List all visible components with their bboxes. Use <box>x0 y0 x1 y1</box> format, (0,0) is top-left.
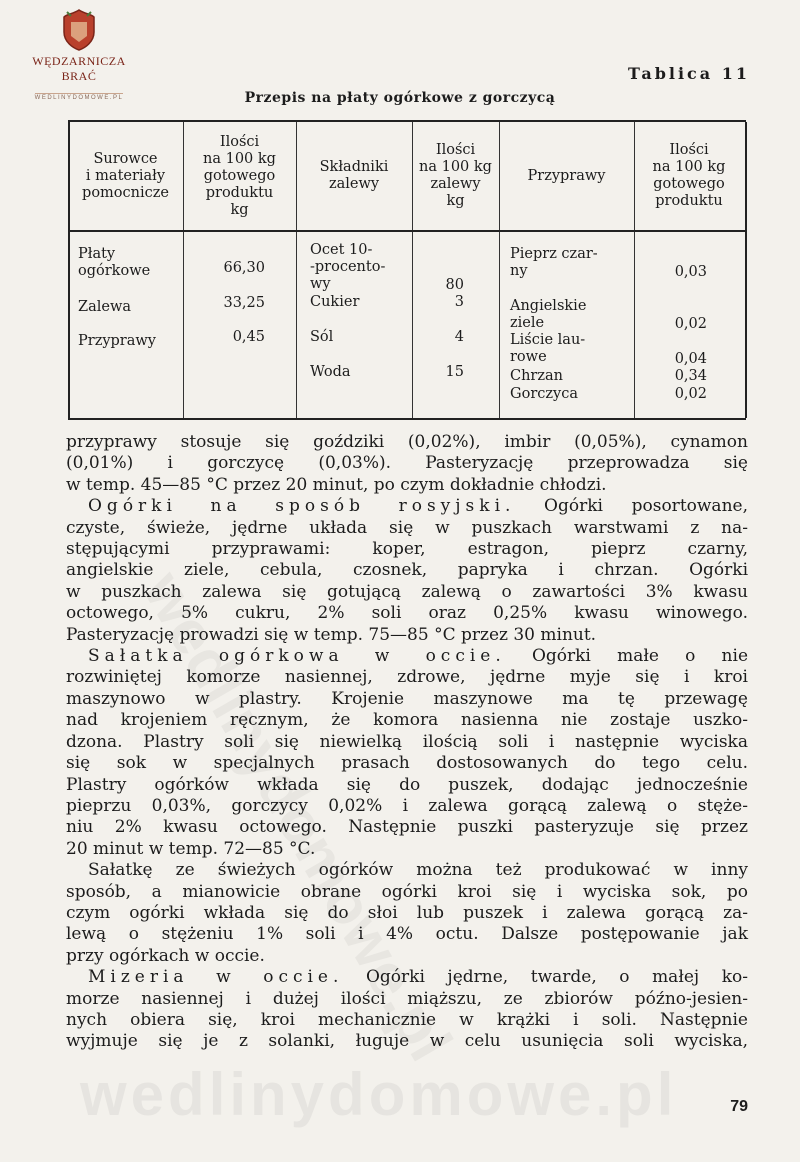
text-line: nych obiera się, kroi mechanicznie w krążki i soli. Następnie <box>66 1009 748 1030</box>
table-cell: Cukier <box>310 294 360 310</box>
logo-name: WĘDZARNICZA BRAĆ <box>32 54 126 83</box>
text-line: dzona. Plastry soli się niewielką ilością soli i następnie wyciska <box>66 731 748 752</box>
text-line: niu 2% kwasu octowego. Następnie puszki pasteryzuje się przez <box>66 817 748 838</box>
table-cell: Ocet 10- -procento- wy <box>310 242 386 292</box>
text-line: (0,01%) i gorczycę (0,03%). Pasteryzację przeprowadza się <box>66 453 748 474</box>
text-line: Sałatkę ze świeżych ogórków można też produkować w inny <box>88 860 748 881</box>
table-cell: Sól <box>310 329 334 345</box>
table-cell: 0,34 <box>674 368 707 384</box>
logo-url: WEDLINYDOMOWE.PL <box>34 95 124 101</box>
text-line: 20 minut w temp. 72—85 °C. <box>66 838 316 859</box>
table-cell: Przyprawy <box>78 333 156 349</box>
text-line: czyste, świeże, jędrne układa się w puszkach warstwami z na- <box>66 517 748 538</box>
text-line: stępującymi przyprawami: koper, estragon, pieprz czarny, <box>66 539 748 560</box>
page-number: 79 <box>730 1098 748 1115</box>
header-raw-amount: Ilości na 100 kg gotowego produktu kg <box>203 133 276 218</box>
table-cell: Gorczyca <box>510 386 578 402</box>
table-cell: Pieprz czar- ny <box>510 246 598 279</box>
table-cell: 4 <box>454 329 464 345</box>
table-cell: 0,04 <box>674 351 707 367</box>
crest-icon <box>59 8 99 52</box>
table-cell: Liście lau- rowe <box>510 332 586 365</box>
text-line: się sok w specjalnych prasach dostosowanych do tego celu. <box>66 753 748 774</box>
table-cell: 66,30 <box>223 260 265 276</box>
text-line: Ogórki na sposób rosyjski. Ogórki posortowane, <box>88 496 748 517</box>
table-cell: 0,02 <box>674 386 707 402</box>
text-line: rozwiniętej komorze nasiennej, zdrowe, jędrne myje się i kroi <box>66 667 748 688</box>
text-line: Mizeria w occie. Ogórki jędrne, twarde, o małej ko- <box>88 967 748 988</box>
table-cell: 15 <box>445 364 464 380</box>
header-rule <box>68 230 746 232</box>
text-line: w temp. 45—85 °C przez 20 minut, po czym dokładnie chłodzi. <box>66 474 607 495</box>
header-brine-amount: Ilości na 100 kg zalewy kg <box>419 142 492 209</box>
text-line: pieprzu 0,03%, gorczycy 0,02% i zalewa gorącą zalewą o stęże- <box>66 795 748 816</box>
text-line: sposób, a mianowicie obrane ogórki kroi się i wyciska sok, po <box>66 881 748 902</box>
header-brine-ingredients: Składniki zalewy <box>319 159 389 192</box>
text-line: przyprawy stosuje się goździki (0,02%), imbir (0,05%), cynamon <box>66 432 748 452</box>
publisher-logo <box>14 8 144 101</box>
text-line: Pasteryzację prowadzi się w temp. 75—85 °C przez 30 minut. <box>66 624 597 645</box>
text-line: nad krojeniem ręcznym, że komora nasienna nie zostaje uszko- <box>66 710 748 731</box>
table-title: Przepis na płaty ogórkowe z gorczycą <box>244 90 556 106</box>
table-cell: 0,02 <box>674 316 707 332</box>
table-cell: 0,03 <box>674 264 707 280</box>
header-raw-materials: Surowce i materiały pomocnicze <box>82 150 169 201</box>
header-spice-amount: Ilości na 100 kg gotowego produktu <box>652 142 726 209</box>
section-heading: Mizeria w occie. <box>88 967 344 988</box>
text-line: octowego, 5% cukru, 2% soli oraz 0,25% kwasu winowego. <box>66 603 748 624</box>
text-line: maszynowo w plastry. Krojenie maszynowe ma tę przewagę <box>66 688 748 709</box>
section-heading: Sałatka ogórkowa w occie. <box>88 646 506 667</box>
header-spices: Przyprawy <box>527 167 606 184</box>
table-cell: Chrzan <box>510 368 563 384</box>
section-heading: Ogórki na sposób rosyjski. <box>88 496 516 517</box>
text-line: angielskie ziele, cebula, czosnek, papryka i chrzan. Ogórki <box>66 560 748 581</box>
text-line: czym ogórki wkłada się do słoi lub puszek i zalewa gorącą za- <box>66 902 748 923</box>
table-cell: 0,45 <box>232 329 265 345</box>
watermark: wedlinydomowe.pl <box>80 1061 678 1128</box>
table-cell: Zalewa <box>78 299 131 315</box>
text-line: wyjmuje się je z solanki, ługuje w celu usunięcia soli wyciska, <box>66 1031 748 1052</box>
text-line: Plastry ogórków wkłada się do puszek, dodając jednocześnie <box>66 774 748 795</box>
text-line: lewą o stężeniu 1% soli i 4% octu. Dalsze postępowanie jak <box>66 924 748 945</box>
table-cell: Woda <box>310 364 351 380</box>
table-cell: 3 <box>454 294 464 310</box>
table-cell: 80 <box>445 277 464 293</box>
text-line: przy ogórkach w occie. <box>66 945 265 966</box>
table-cell: 33,25 <box>223 295 265 311</box>
table-cell: Płaty ogórkowe <box>78 246 151 279</box>
table-cell: Angielskie ziele <box>510 298 587 331</box>
text-line: w puszkach zalewa się gotującą zalewą o zawartości 3% kwasu <box>66 581 748 602</box>
text-line: morze nasiennej i dużej ilości miąższu, ze zbiorów późno-jesien- <box>66 988 748 1009</box>
recipe-table <box>68 120 746 420</box>
text-line: Sałatka ogórkowa w occie. Ogórki małe o nie <box>88 646 748 667</box>
table-number: Tablica 11 <box>627 64 750 83</box>
